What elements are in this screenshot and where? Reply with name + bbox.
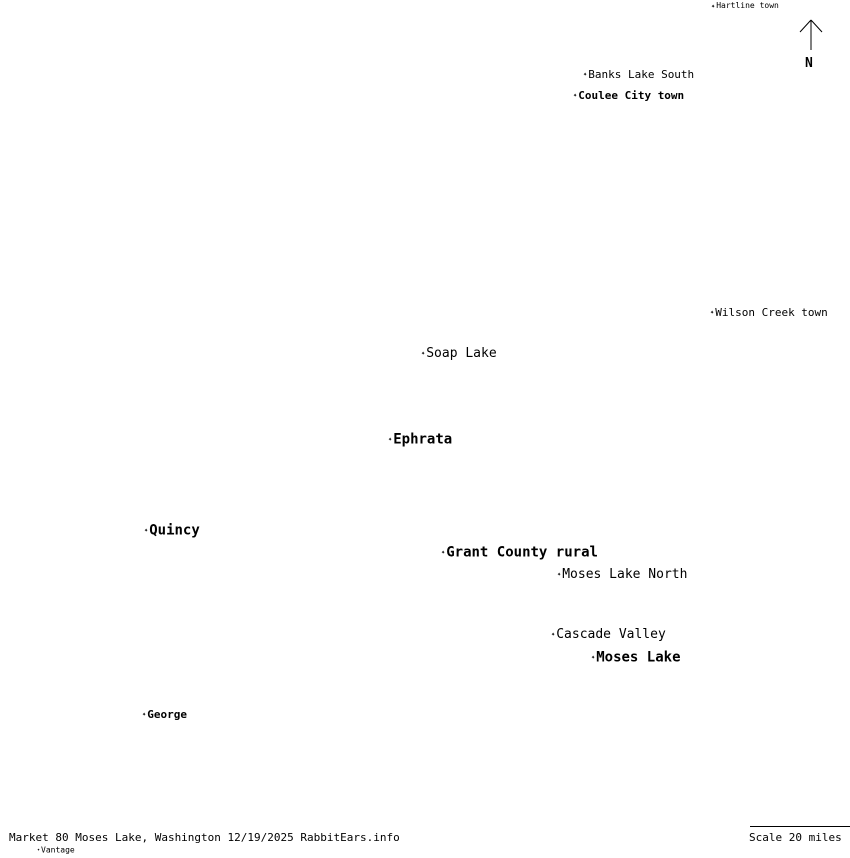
scale-bar: [750, 826, 850, 827]
place-label: Moses Lake North: [562, 567, 688, 582]
place-label: Wilson Creek town: [715, 306, 828, 319]
place-label: Grant County rural: [446, 544, 598, 561]
place-soap-lake: [421, 345, 497, 361]
place-label: Ephrata: [393, 431, 453, 448]
place-marker-icon: ✦: [441, 548, 446, 556]
place-quincy: [144, 522, 200, 538]
place-label: Coulee City town: [578, 89, 685, 102]
place-marker-icon: ✦: [388, 435, 393, 443]
place-moses-lake: [591, 649, 681, 665]
place-label: George: [147, 708, 187, 721]
place-vantage: [37, 842, 75, 858]
place-cascade-valley: [551, 626, 666, 642]
place-marker-icon: ✦: [573, 91, 578, 99]
place-grant-county-rural: [441, 544, 598, 560]
place-moses-lake-north: [557, 566, 687, 582]
place-marker-icon: ✦: [421, 349, 426, 357]
place-label: Moses Lake: [596, 649, 681, 666]
place-marker-icon: ✦: [710, 308, 715, 316]
place-banks-lake-south: [583, 66, 694, 82]
place-marker-icon: ✦: [557, 570, 562, 578]
place-hartline: [711, 2, 779, 11]
place-label: Hartline town: [716, 1, 779, 10]
place-label: Vantage: [41, 845, 75, 855]
place-marker-icon: ✦: [583, 70, 588, 78]
place-marker-icon: ✦: [144, 526, 149, 534]
place-label: Banks Lake South: [588, 68, 695, 81]
map-caption: Market 80 Moses Lake, Washington 12/19/2025 RabbitEars.info: [9, 831, 400, 844]
place-label: Soap Lake: [426, 346, 497, 361]
place-wilson-creek: [710, 304, 828, 320]
place-marker-icon: ✦: [591, 653, 596, 661]
north-label: N: [805, 56, 813, 71]
scale-label: Scale 20 miles: [749, 831, 842, 844]
place-george: [142, 706, 187, 722]
place-marker-icon: ✦: [37, 847, 41, 853]
place-marker-icon: ✦: [142, 710, 147, 718]
place-marker-icon: ✦: [551, 630, 556, 638]
place-marker-icon: ✦: [711, 1, 716, 10]
place-label: Cascade Valley: [556, 627, 666, 642]
place-label: Quincy: [149, 522, 200, 539]
place-coulee-city: [573, 87, 684, 103]
place-ephrata: [388, 431, 452, 447]
